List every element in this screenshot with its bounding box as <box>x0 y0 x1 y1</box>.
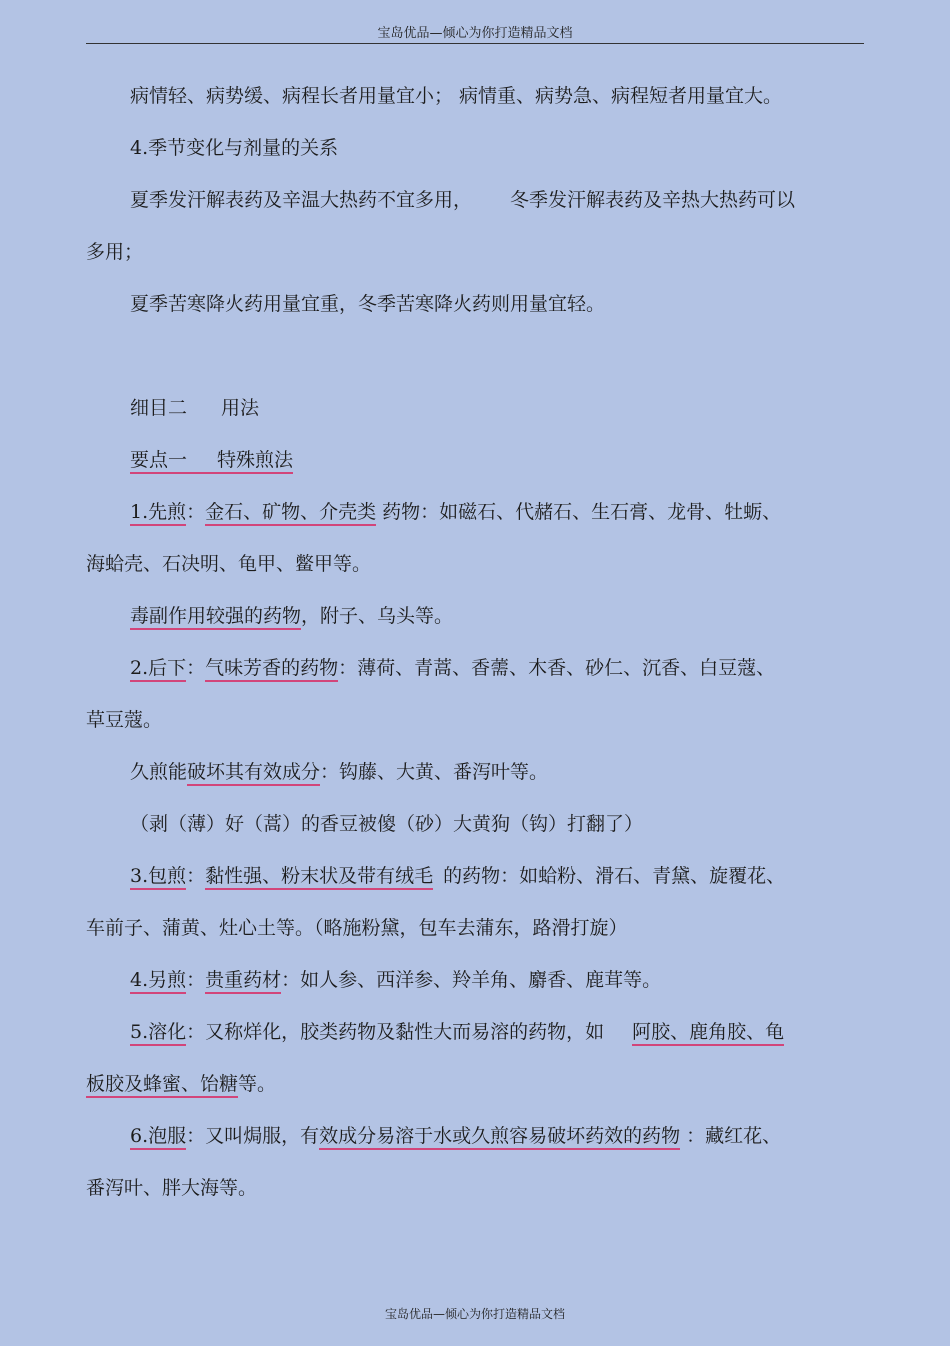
method-label: 6.泡服 <box>130 1125 186 1150</box>
text-line: 车前子、蒲黄、灶心土等。（略施粉黛，包车去蒲东，路滑打旋） <box>86 917 628 939</box>
section-heading: 4.季节变化与剂量的关系 <box>130 137 339 159</box>
text-line: 多用； <box>86 241 144 263</box>
category-label: 破坏其有效成分 <box>187 761 320 786</box>
text-line: 2.后下：气味芳香的药物：薄荷、青蒿、香薷、木香、砂仁、沉香、白豆蔻、 <box>130 654 864 682</box>
text-line: 3.包煎：黏性强、粉末状及带有绒毛 的药物：如蛤粉、滑石、青黛、旋覆花、 <box>130 862 864 890</box>
category-label: 金石、矿物、介壳类 <box>205 501 376 526</box>
text-segment: 夏季发汗解表药及辛温大热药不宜多用， <box>130 189 473 211</box>
text-line: 1.先煎：金石、矿物、介壳类 药物：如磁石、代赭石、生石膏、龙骨、牡蛎、 <box>130 498 864 526</box>
category-label: 毒副作用较强的药物 <box>130 605 301 630</box>
mnemonic-line: （剥（薄）好（蒿）的香豆被傻（砂）大黄狗（钩）打翻了） <box>130 813 644 835</box>
header-rule <box>86 43 864 44</box>
category-label: 气味芳香的药物 <box>205 657 338 682</box>
subsection-heading <box>130 394 864 422</box>
heading-number: 细目二 <box>130 397 188 419</box>
method-label: 4.另煎 <box>130 969 186 994</box>
text-line: 夏季苦寒降火药用量宜重，冬季苦寒降火药则用量宜轻。 <box>130 293 606 315</box>
text-line: 草豆蔻。 <box>86 709 163 731</box>
category-label: 效成分易溶于水或久煎容易破坏药效的药物 <box>319 1125 680 1150</box>
text-line: 4.另煎：贵重药材：如人参、西洋参、羚羊角、麝香、鹿茸等。 <box>130 966 864 994</box>
text-line: 海蛤壳、石决明、龟甲、鳖甲等。 <box>86 553 372 575</box>
category-label: 黏性强、粉末状及带有绒毛 <box>205 865 433 890</box>
key-point-heading <box>130 446 864 474</box>
text-line: 病情轻、病势缓、病程长者用量宜小； 病情重、病势急、病程短者用量宜大。 <box>130 85 783 107</box>
method-label: 1.先煎 <box>130 501 186 526</box>
category-label: 板胶及蜂蜜、饴糖 <box>86 1073 238 1098</box>
method-label: 5.溶化 <box>130 1021 186 1046</box>
page-header: 宝岛优品—倾心为你打造精品文档 <box>377 26 573 41</box>
text-line: 5.溶化：又称烊化，胶类药物及黏性大而易溶的药物，如 阿胶、鹿角胶、龟 <box>130 1018 864 1046</box>
category-label: 阿胶、鹿角胶、龟 <box>632 1021 784 1046</box>
method-label: 3.包煎 <box>130 865 186 890</box>
heading-title: 用法 <box>221 397 260 419</box>
text-line: 番泻叶、胖大海等。 <box>86 1177 258 1199</box>
category-label: 贵重药材 <box>205 969 281 994</box>
text-line <box>130 186 864 214</box>
text-line: 6.泡服：又叫焗服，有效成分易溶于水或久煎容易破坏药效的药物 ：藏红花、 <box>130 1122 864 1150</box>
text-segment: 冬季发汗解表药及辛热大热药可以 <box>510 189 796 211</box>
page-footer: 宝岛优品—倾心为你打造精品文档 <box>384 1307 565 1321</box>
text-line: 久煎能破坏其有效成分：钩藤、大黄、番泻叶等。 <box>130 758 864 786</box>
method-label: 2.后下 <box>130 657 186 682</box>
text-line: 板胶及蜂蜜、饴糖等。 <box>86 1070 864 1098</box>
key-point-title: 要点一 特殊煎法 <box>130 449 293 474</box>
text-line: 毒副作用较强的药物，附子、乌头等。 <box>130 602 864 630</box>
